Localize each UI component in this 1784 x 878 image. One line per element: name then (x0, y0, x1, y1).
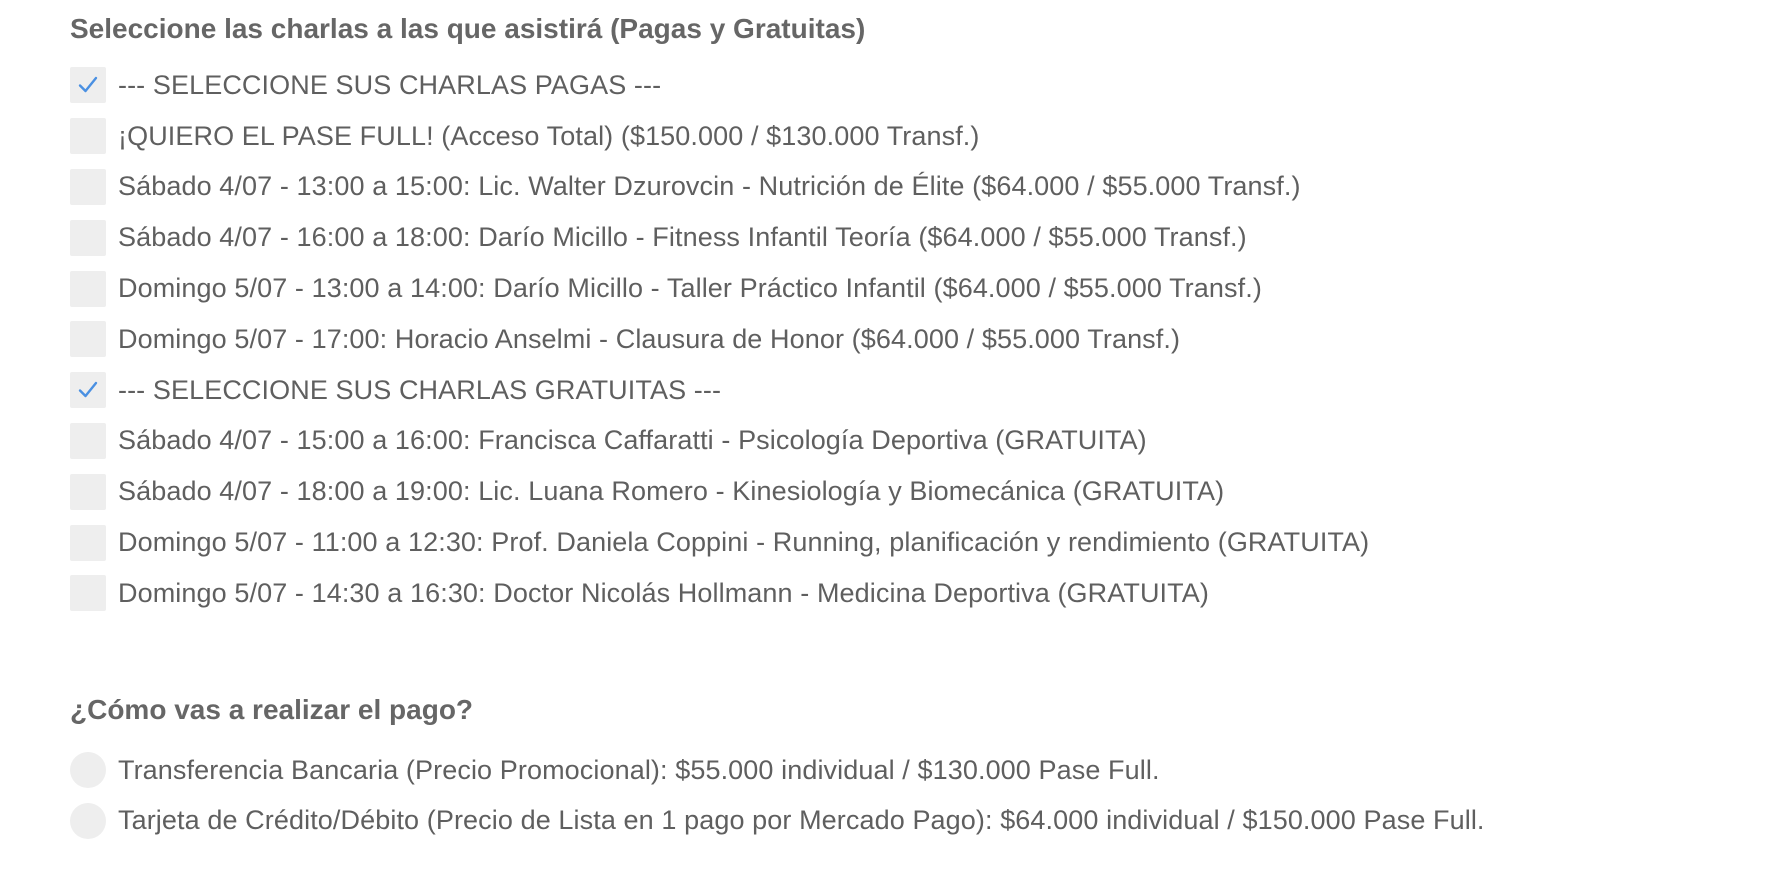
payment-option-tarjeta[interactable] (70, 796, 1784, 847)
option-label: Transferencia Bancaria (Precio Promocional): $55.000 individual / $130.000 Pase Full. (118, 754, 1160, 785)
checkbox[interactable] (70, 474, 106, 510)
talk-option-caffaratti[interactable] (70, 416, 1784, 467)
option-label: Domingo 5/07 - 14:30 a 16:30: Doctor Nicolás Hollmann - Medicina Deportiva (GRATUITA) (118, 577, 1209, 608)
checkbox[interactable] (70, 575, 106, 611)
checkbox[interactable] (70, 271, 106, 307)
checkbox[interactable] (70, 220, 106, 256)
talks-section-title: Seleccione las charlas a las que asistirá (Pagas y Gratuitas) (70, 13, 866, 44)
option-label: --- SELECCIONE SUS CHARLAS PAGAS --- (118, 69, 662, 100)
checkbox[interactable] (70, 169, 106, 205)
talk-option-hollmann[interactable] (70, 568, 1784, 619)
talk-option-romero[interactable] (70, 466, 1784, 517)
talk-option-anselmi[interactable] (70, 314, 1784, 365)
checkbox[interactable] (70, 67, 106, 103)
option-label: Sábado 4/07 - 16:00 a 18:00: Darío Micillo - Fitness Infantil Teoría ($64.000 / $55.000 Transf.) (118, 222, 1247, 253)
option-label: Domingo 5/07 - 11:00 a 12:30: Prof. Daniela Coppini - Running, planificación y rendimiento (GRATUITA) (118, 527, 1370, 558)
checkbox[interactable] (70, 525, 106, 561)
checkbox[interactable] (70, 423, 106, 459)
check-icon (76, 378, 100, 402)
talk-option-dzurovcin[interactable] (70, 162, 1784, 213)
radio-button[interactable] (70, 752, 106, 788)
payment-section-title: ¿Cómo vas a realizar el pago? (70, 693, 474, 725)
option-label: Domingo 5/07 - 17:00: Horacio Anselmi - Clausura de Honor ($64.000 / $55.000 Transf.) (118, 323, 1181, 354)
checkbox[interactable] (70, 321, 106, 357)
talk-option-pase-full[interactable] (70, 111, 1784, 162)
option-label: --- SELECCIONE SUS CHARLAS GRATUITAS --- (118, 374, 722, 405)
payment-radio-group (70, 745, 1784, 847)
check-icon (76, 73, 100, 97)
checkbox[interactable] (70, 118, 106, 154)
option-label: Tarjeta de Crédito/Débito (Precio de Lista en 1 pago por Mercado Pago): $64.000 individual / $150.000 Pase Full. (118, 805, 1485, 836)
option-label: Domingo 5/07 - 13:00 a 14:00: Darío Micillo - Taller Práctico Infantil ($64.000 / $55.000 Transf.) (118, 273, 1262, 304)
option-label: Sábado 4/07 - 13:00 a 15:00: Lic. Walter Dzurovcin - Nutrición de Élite ($64.000 / $55.000 Transf.) (118, 171, 1301, 202)
talk-option-micillo-teoria[interactable] (70, 212, 1784, 263)
option-label: ¡QUIERO EL PASE FULL! (Acceso Total) ($150.000 / $130.000 Transf.) (118, 120, 980, 151)
talk-option-free-header[interactable] (70, 365, 1784, 416)
talk-option-paid-header[interactable] (70, 60, 1784, 111)
option-label: Sábado 4/07 - 18:00 a 19:00: Lic. Luana Romero - Kinesiología y Biomecánica (GRATUITA) (118, 476, 1225, 507)
talk-option-coppini[interactable] (70, 517, 1784, 568)
talks-checkbox-list (70, 60, 1784, 619)
payment-option-transferencia[interactable] (70, 745, 1784, 796)
option-label: Sábado 4/07 - 15:00 a 16:00: Francisca Caffaratti - Psicología Deportiva (GRATUITA) (118, 425, 1147, 456)
checkbox[interactable] (70, 372, 106, 408)
talk-option-micillo-taller[interactable] (70, 263, 1784, 314)
radio-button[interactable] (70, 803, 106, 839)
